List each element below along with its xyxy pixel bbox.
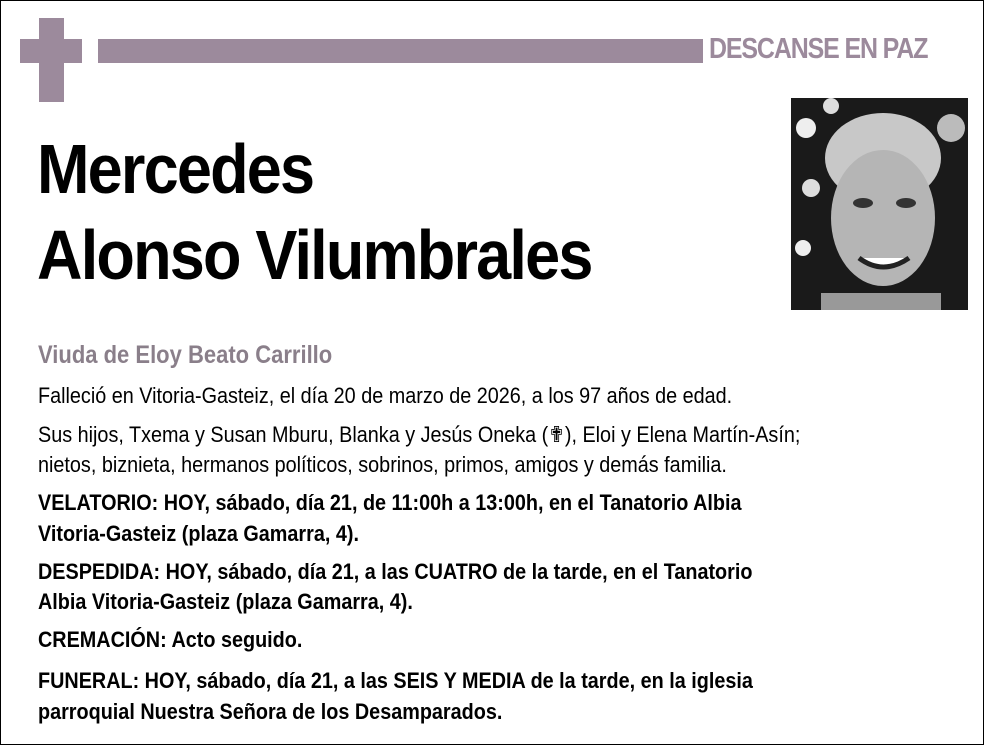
death-notice: Falleció en Vitoria-Gasteiz, el día 20 de marzo de 2026, a los 97 años de edad. bbox=[38, 383, 733, 408]
velatorio-line-1: VELATORIO: HOY, sábado, día 21, de 11:00h a 13:00h, en el Tanatorio Albia bbox=[38, 490, 742, 515]
funeral-line-1: FUNERAL: HOY, sábado, día 21, a las SEIS Y MEDIA de la tarde, en la iglesia bbox=[38, 668, 753, 693]
header-bar bbox=[98, 39, 703, 63]
velatorio-line-2: Vitoria-Gasteiz (plaza Gamarra, 4). bbox=[38, 521, 359, 546]
despedida-line-2: Albia Vitoria-Gasteiz (plaza Gamarra, 4). bbox=[38, 589, 413, 614]
funeral-line-2: parroquial Nuestra Señora de los Desamparados. bbox=[38, 699, 503, 724]
family-line-2: nietos, biznieta, hermanos políticos, sobrinos, primos, amigos y demás familia. bbox=[38, 452, 727, 477]
despedida-line-1: DESPEDIDA: HOY, sábado, día 21, a las CUATRO de la tarde, en el Tanatorio bbox=[38, 559, 753, 584]
cross-icon-arm bbox=[20, 39, 82, 63]
portrait-photo bbox=[791, 98, 968, 310]
header-label: DESCANSE EN PAZ bbox=[709, 33, 928, 65]
deceased-subtitle: Viuda de Eloy Beato Carrillo bbox=[38, 341, 333, 369]
deceased-first-name: Mercedes bbox=[37, 130, 314, 208]
deceased-surnames: Alonso Vilumbrales bbox=[37, 216, 592, 294]
family-line-1: Sus hijos, Txema y Susan Mburu, Blanka y Jesús Oneka (✟), Eloi y Elena Martín-Asín; bbox=[38, 422, 801, 447]
cremacion-line: CREMACIÓN: Acto seguido. bbox=[38, 627, 303, 652]
